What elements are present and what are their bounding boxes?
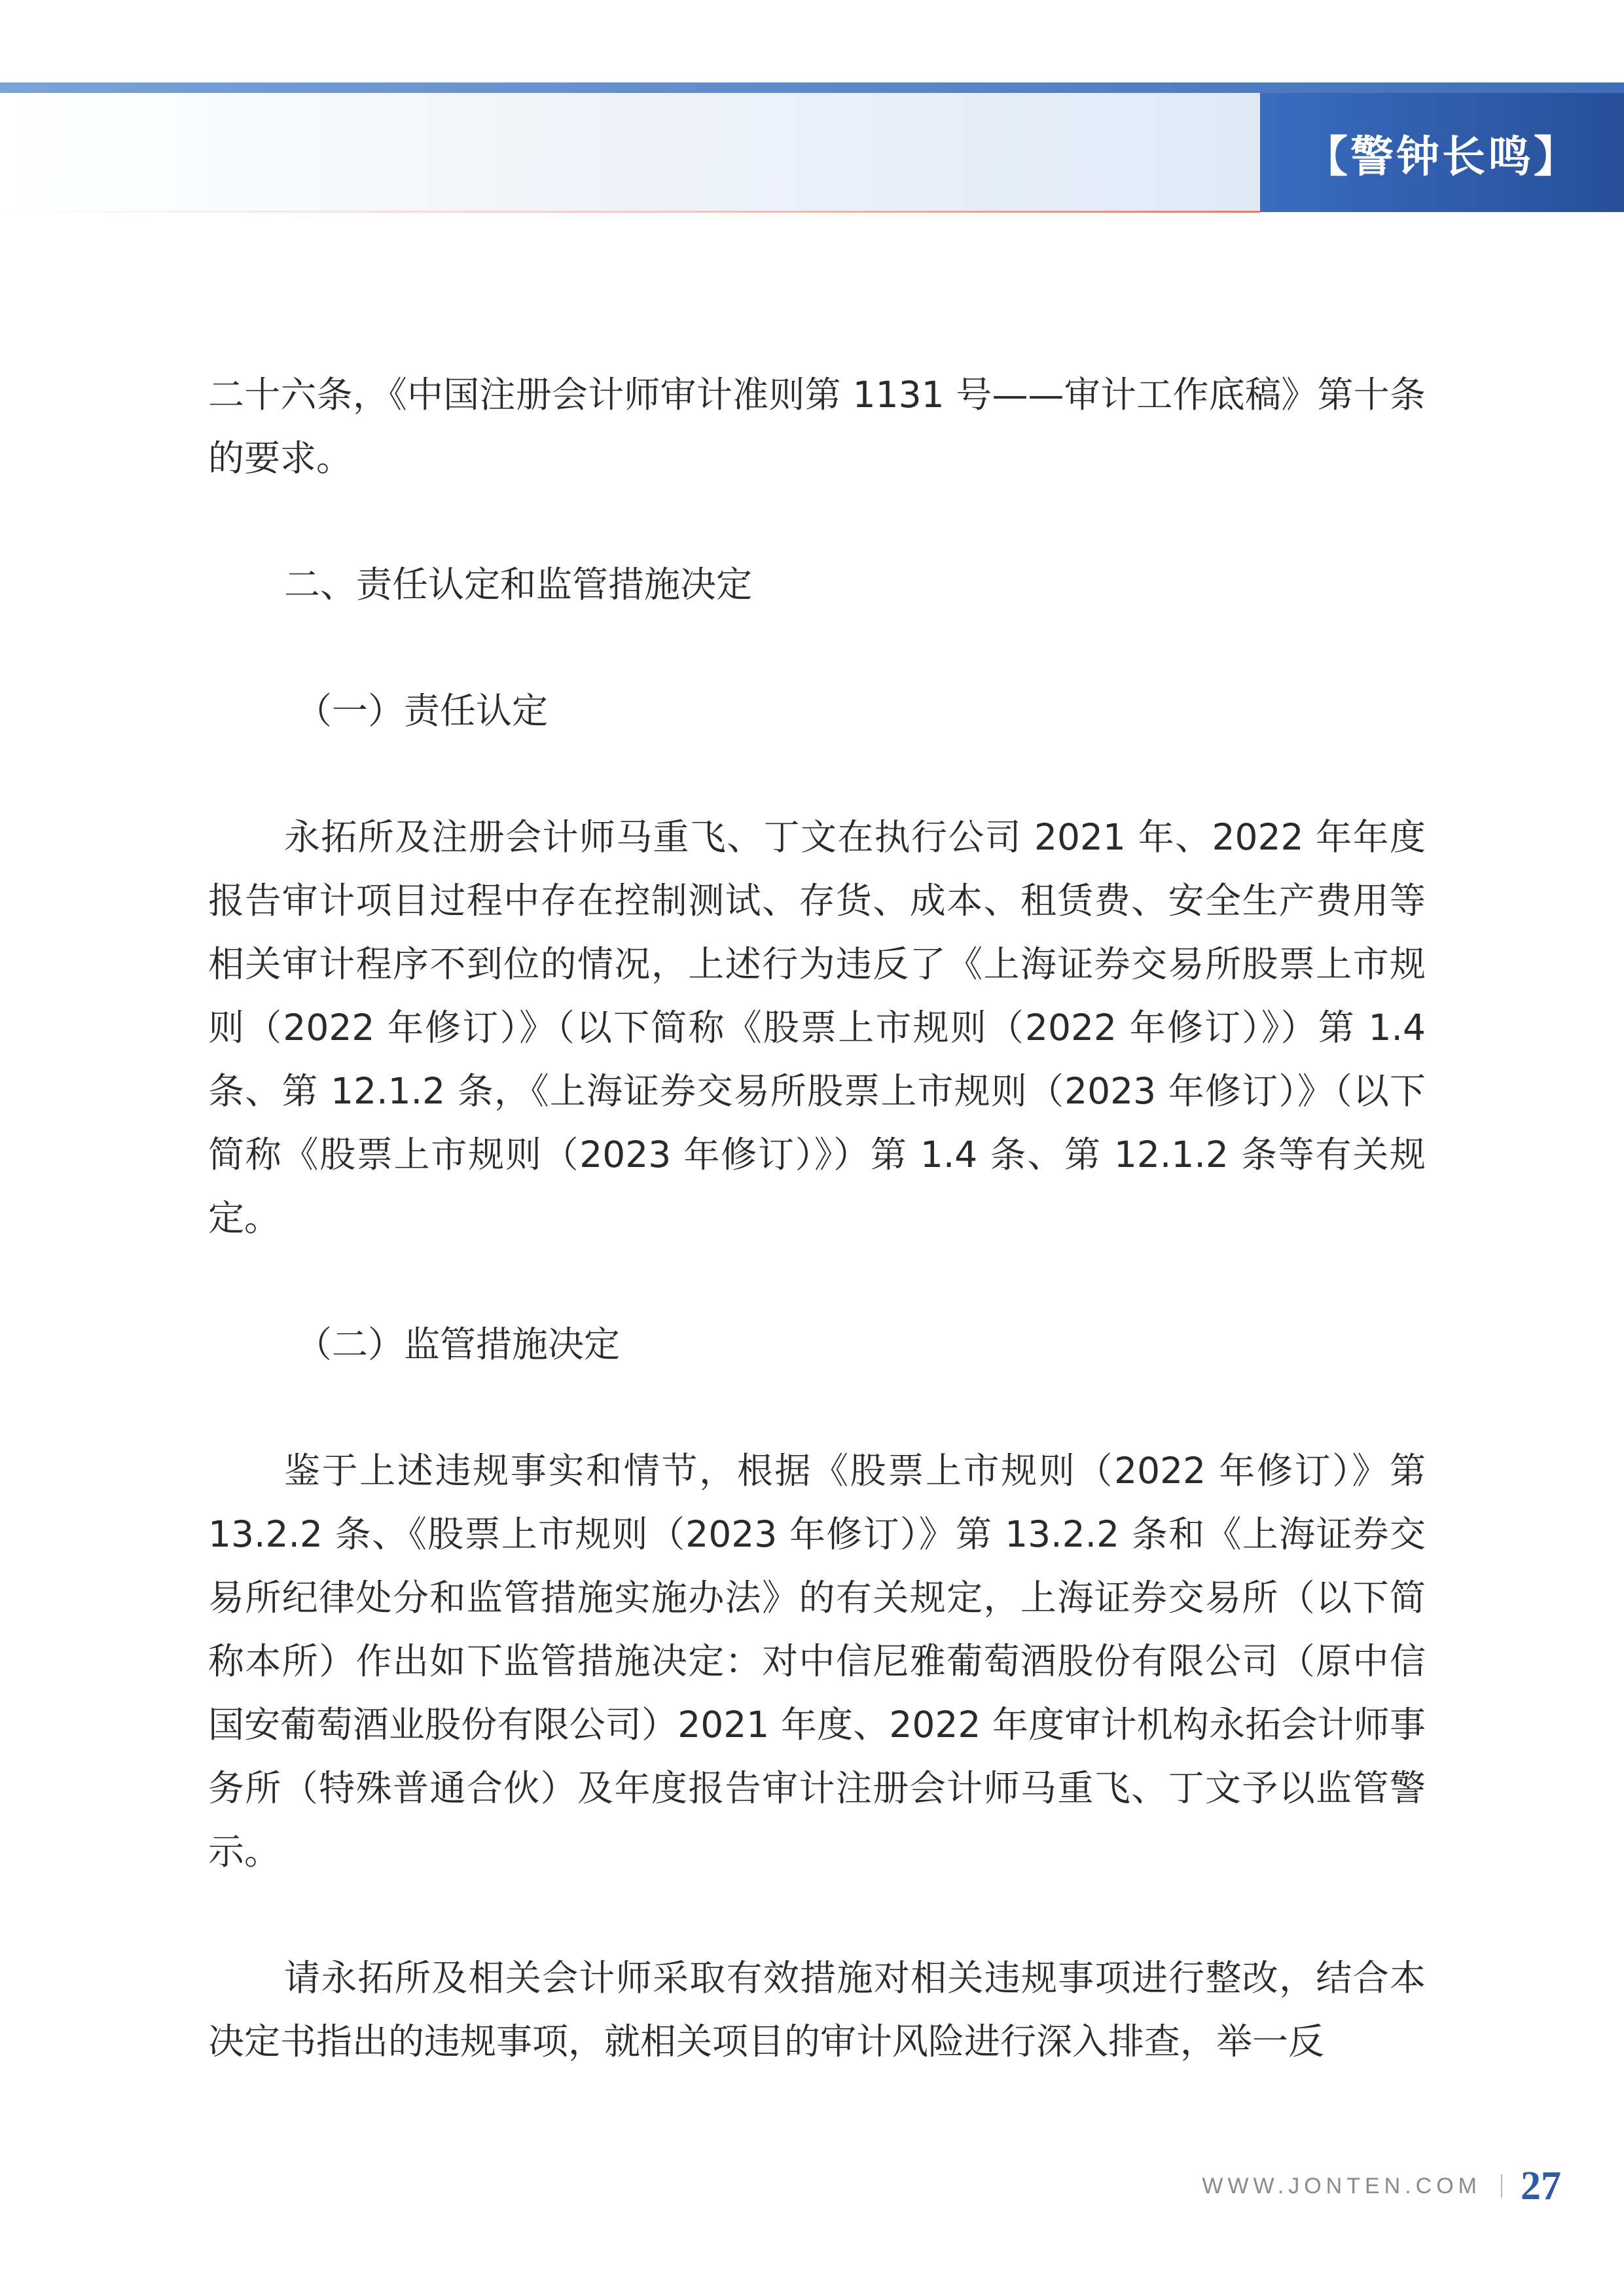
section-tag-label: 【警钟长鸣】 xyxy=(1305,130,1579,182)
paragraph-rectification: 请永拓所及相关会计师采取有效措施对相关违规事项进行整改，结合本决定书指出的违规事项，就相关项目的审计风险进行深入排查，举一反 xyxy=(208,1957,1426,2062)
section-tag xyxy=(1260,93,1624,212)
paragraph-continued: 二十六条，《中国注册会计师审计准则第 1131 号——审计工作底稿》第十条的要求。 xyxy=(208,374,1426,479)
header-divider xyxy=(0,211,1260,213)
subsection-heading-measures: （二）监管措施决定 xyxy=(296,1323,621,1365)
subsection-heading-responsibility: （一）责任认定 xyxy=(296,690,549,732)
paragraph-responsibility: 永拓所及注册会计师马重飞、丁文在执行公司 2021 年、2022 年年度报告审计项目过程中存在控制测试、存货、成本、租赁费、安全生产费用等相关审计程序不到位的情况，上述行为违反了《上海证券交易所股票上市规则（2022 年修订）》（以下简称《股票上市规则（2022 年修订）》）第 1.4 条、第 12.1.2 条，《上海证券交易所股票上市规则（2023 年修订）》（以下简称《股票上市规则（2023 年修订）》）第 1.4 条、第 12.1.2 条等有关规定。 xyxy=(208,816,1426,1239)
paragraph-measures: 鉴于上述违规事实和情节，根据《股票上市规则（2022 年修订）》第 13.2.2 条、《股票上市规则（2023 年修订）》第 13.2.2 条和《上海证券交易所纪律处分和监管措施实施办法》的有关规定，上海证券交易所（以下简称本所）作出如下监管措施决定：对中信尼雅葡萄酒股份有限公司（原中信国安葡萄酒业股份有限公司）2021 年度、2022 年度审计机构永拓会计师事务所（特殊普通合伙）及年度报告审计注册会计师马重飞、丁文予以监管警示。 xyxy=(208,1450,1426,1873)
page-number: 27 xyxy=(1521,2163,1561,2208)
header-band xyxy=(0,93,1260,212)
section-heading: 二、责任认定和监管措施决定 xyxy=(284,564,753,605)
footer-website: WWW.JONTEN.COM xyxy=(1202,2173,1481,2198)
top-accent-stripe xyxy=(0,82,1624,93)
document-body xyxy=(208,363,1426,2073)
page-footer xyxy=(1202,2160,1561,2212)
footer-separator xyxy=(1501,2174,1502,2198)
